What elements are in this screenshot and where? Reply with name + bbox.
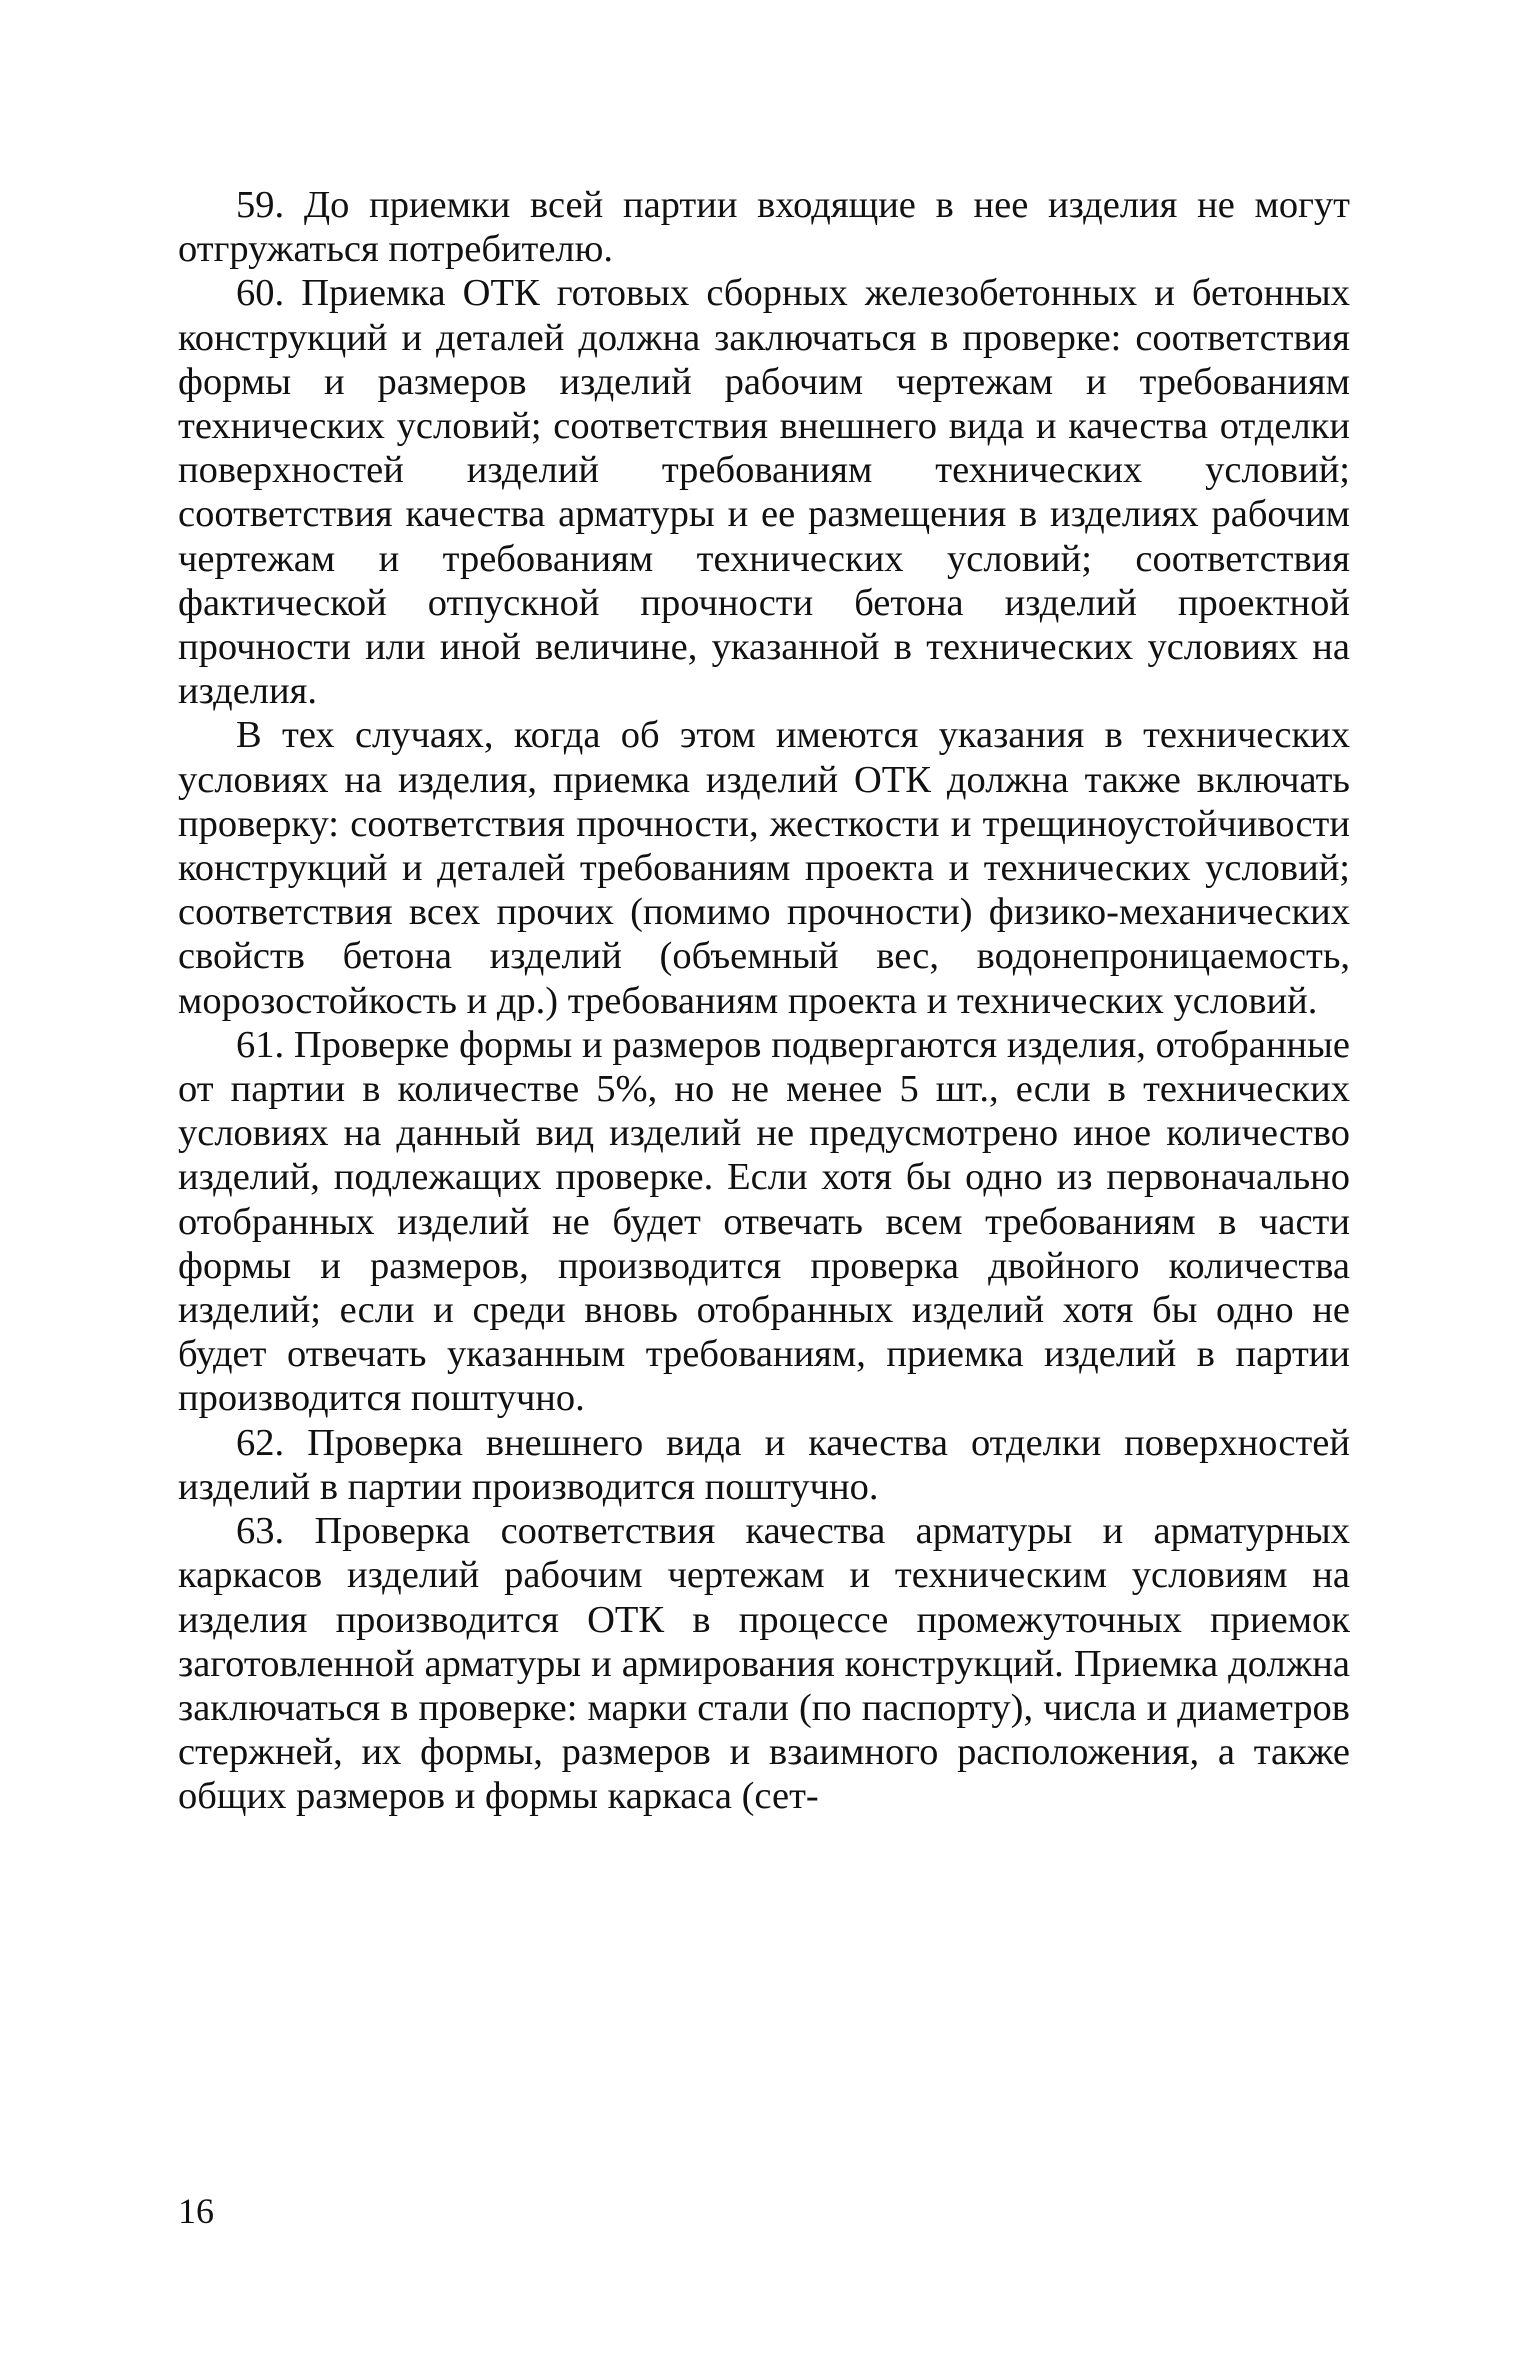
paragraph-60: 60. Приемка ОТК готовых сборных железобетонных и бетонных конструкций и деталей должна заключаться в проверке: соответствия формы и размеров изделий рабочим чертежам и требованиям технических условий; соответствия внешнего вида и качества отделки поверхностей изделий требованиям технических условий; соответствия качества арматуры и ее размещения в изделиях рабочим чертежам и требованиям технических условий; соответствия фактической отпускной прочности бетона изделий проектной прочности или иной величине, указанной в технических условиях на изделия. <box>178 272 1350 713</box>
body-text <box>178 183 1350 1819</box>
page-number: 16 <box>178 2191 214 2231</box>
paragraph-61: 61. Проверке формы и размеров подвергаются изделия, отобранные от партии в количестве 5%, но не менее 5 шт., если в технических условиях на данный вид изделий не предусмотрено иное количество изделий, подлежащих проверке. Если хотя бы одно из первоначально отобранных изделий не будет отвечать всем требованиям в части формы и размеров, производится проверка двойного количества изделий; если и среди вновь отобранных изделий хотя бы одно не будет отвечать указанным требованиям, приемка изделий в партии производится поштучно. <box>178 1023 1350 1420</box>
paragraph-62: 62. Проверка внешнего вида и качества отделки поверхностей изделий в партии производится поштучно. <box>178 1421 1350 1508</box>
paragraph-60-continued: В тех случаях, когда об этом имеются указания в технических условиях на изделия, приемка изделий ОТК должна также включать проверку: соответствия прочности, жесткости и трещиноустойчивости конструкций и деталей требованиям проекта и технических условий; соответствия всех прочих (помимо прочности) физико-механических свойств бетона изделий (объемный вес, водонепроницаемость, морозостойкость и др.) требованиям проекта и технических условий. <box>178 714 1350 1022</box>
paragraph-59: 59. До приемки всей партии входящие в нее изделия не могут отгружаться потребителю. <box>178 184 1350 271</box>
paragraph-63: 63. Проверка соответствия качества арматуры и арматурных каркасов изделий рабочим чертежам и техническим условиям на изделия производится ОТК в процессе промежуточных приемок заготовленной арматуры и армирования конструкций. Приемка должна заключаться в проверке: марки стали (по паспорту), числа и диаметров стержней, их формы, размеров и взаимного расположения, а также общих размеров и формы каркаса (сет- <box>178 1510 1350 1818</box>
